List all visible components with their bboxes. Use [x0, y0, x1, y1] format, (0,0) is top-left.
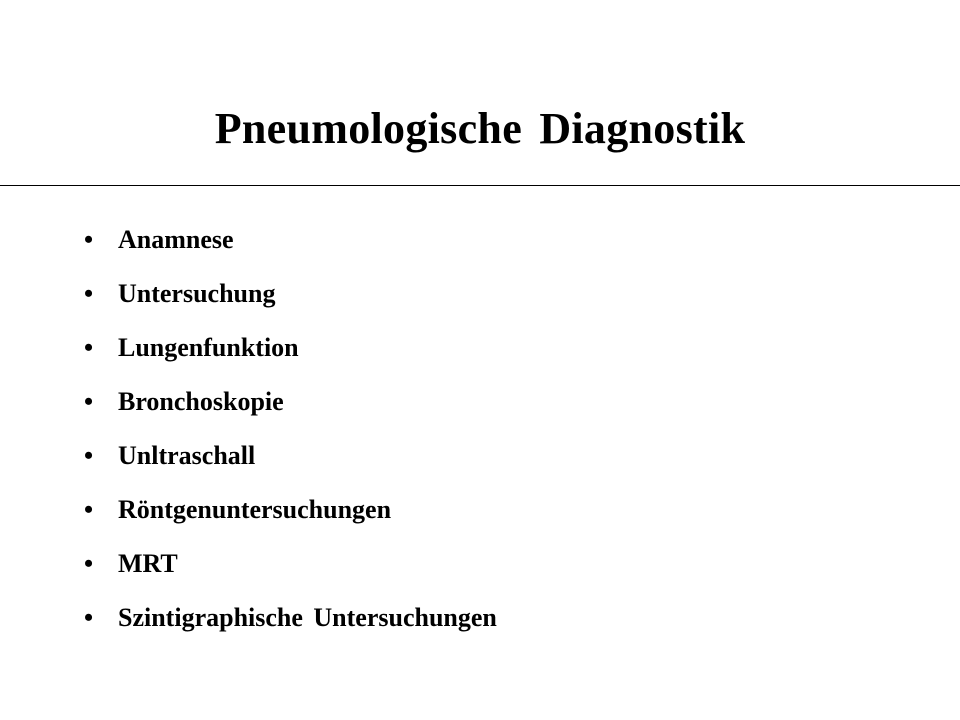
list-item [84, 375, 497, 429]
bullet-icon: • [84, 495, 94, 524]
list-item-text: Lungenfunktion [118, 333, 299, 362]
slide-title: Pneumologische Diagnostik [214, 104, 746, 153]
list-item [84, 321, 497, 375]
list-item-text: Untersuchung [118, 279, 276, 308]
list-item [84, 213, 497, 267]
list-item-text: MRT [118, 549, 178, 578]
bullet-icon: • [84, 441, 94, 470]
list-item [84, 429, 497, 483]
list-item-text: Unltraschall [118, 441, 256, 470]
bullet-icon: • [84, 279, 94, 308]
list-item [84, 483, 497, 537]
list-item [84, 267, 497, 321]
bullet-list [84, 213, 497, 645]
bullet-icon: • [84, 225, 94, 254]
list-item-text: Szintigraphische Untersuchungen [118, 603, 497, 632]
list-item-text: Bronchoskopie [118, 387, 284, 416]
list-item [84, 591, 497, 645]
bullet-icon: • [84, 333, 94, 362]
bullet-icon: • [84, 603, 94, 632]
bullet-icon: • [84, 549, 94, 578]
list-item-text: Röntgenuntersuchungen [118, 495, 392, 524]
list-item-text: Anamnese [118, 225, 234, 254]
title-divider [0, 185, 960, 186]
bullet-icon: • [84, 387, 94, 416]
list-item [84, 537, 497, 591]
